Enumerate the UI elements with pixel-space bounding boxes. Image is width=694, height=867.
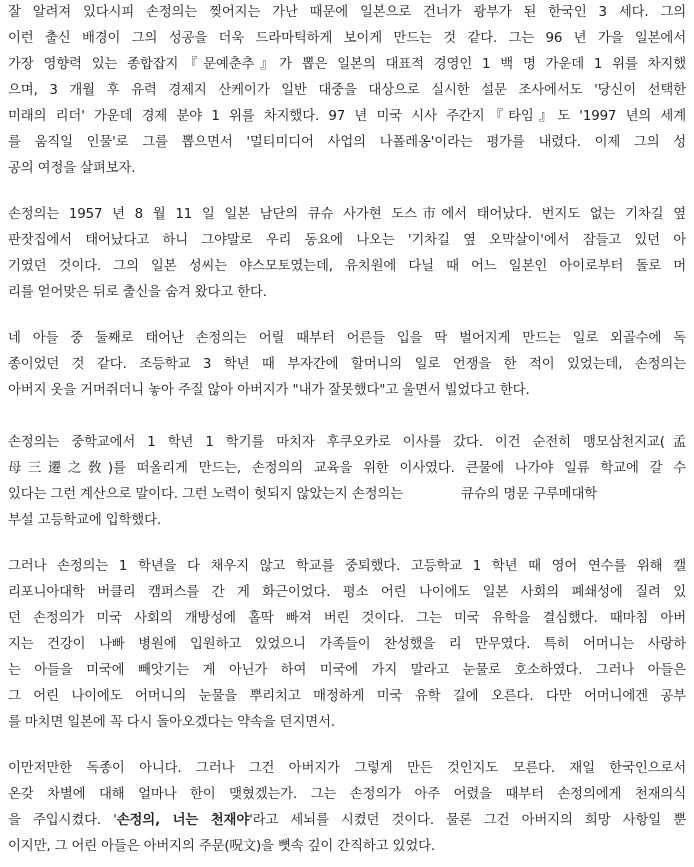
paragraph-1-line-2: 이런 출신 배경이 그의 성공을 더욱 드라마틱하게 보이게 만드는 것 같다. 그는 96 년 가을 일본에서 [8,31,686,46]
paragraph-6-line-3-start: 을 주입시켰다. ' [8,813,117,828]
paragraph-5-line-5: 는 아들을 미국에 빼앗기는 게 아닌가 하여 미국에 가지 말라고 눈물로 호소하였다. 그러나 아들은 [8,663,686,678]
paragraph-4-line-3 [8,482,686,508]
paragraph-5-line-2: 리포니아대학 버클리 캠퍼스를 간 게 화근이었다. 평소 어린 나이에도 일본 사회의 폐쇄성에 질려 있 [8,585,686,600]
paragraph-3-line-3: 아버지 옷을 거머쥐더니 놓아 주질 않아 아버지가 "내가 잘못했다"고 울면서 빌었다고 한다. [8,383,530,398]
paragraph-5-line-6: 그 어린 나이에도 어머니의 눈물을 뿌리치고 매정하게 미국 유학 길에 오른다. 다만 어머니에겐 공부 [8,689,686,704]
paragraph-1-line-6: 를 움직일 인물'로 그를 뽑으면서 '멀티미디어 사업의 나폴레옹'이라는 평가를 내렸다. 이제 그의 성 [8,135,686,150]
paragraph-1-line-5: 미래의 리더' 가운데 경제 분야 1 위를 차지했다. 97 년 미국 시사 주간지『타임』도 '1997 년의 세계 [8,109,686,124]
paragraph-3-line-2: 종이었던 것 같다. 조등학교 3 학년 때 부자간에 할머니의 일로 언쟁을 한 적이 있었는데, 손정의는 [8,357,686,372]
paragraph-2-line-4: 리를 얻어맞은 뒤로 출신을 숨겨 왔다고 한다. [8,285,267,300]
paragraph-4-line-3-end: 큐슈의 명문 구루메대학 [460,487,598,502]
paragraph-6-line-2: 온갖 차별에 대해 얼마나 한이 맺혔겠는가. 그는 손정의가 아주 어렸을 때부터 손정의에게 천재의식 [8,787,686,802]
paragraph-1-line-1: 잘 알려져 있다시피 손정의는 찢어지는 가난 때문에 일본으로 건너가 광부가 된 한국인 3 세다. 그의 [8,5,686,20]
paragraph-4-line-2: 母三遷之敎)를 떠올리게 만드는, 손정의의 교육을 위한 이사였다. 큰물에 나가야 일류 학교에 갈 수 [8,461,686,476]
paragraph-4-line-4: 부설 고등학교에 입학했다. [8,513,161,528]
paragraph-5-line-3: 던 손정의가 미국 사회의 개방성에 홀딱 빠져 버린 것이다. 그는 미국 유학을 결심했다. 때마침 아버 [8,611,686,626]
paragraph-2-line-2: 판잣집에서 태어났다고 하니 그야말로 우리 동요에 나오는 '기차길 옆 오막살이'에서 잠들고 있던 아 [8,233,686,248]
paragraph-2-line-3: 기였던 것이다. 그의 일본 성씨는 야스모토였는데, 유치원에 다닐 때 어느 일본인 아이로부터 돌로 머 [8,259,686,274]
emphasis-quote: 손정의, 너는 천재야 [116,813,250,828]
paragraph-6-line-4: 이지만, 그 어린 아들은 아버지의 주문(呪文)을 뼛속 깊이 간직하고 있었다. [8,839,436,854]
paragraph-6-line-3-end: '라고 세뇌를 시켰던 것이다. 물론 그건 아버지의 희망 사항일 뿐 [249,813,686,828]
paragraph-1-line-4: 으며, 3 개월 후 유력 경제지 산케이가 일반 대중을 대상으로 실시한 설문 조사에서도 '당신이 선택한 [8,83,686,98]
paragraph-4-line-3-start: 있다는 그런 계산으로 말이다. 그런 노력이 헛되지 않았는지 손정의는 [8,487,403,502]
paragraph-5-line-4: 지는 건강이 나빠 병원에 입원하고 있었으니 가족들이 찬성했을 리 만무였다. 특히 어머니는 사랑하 [8,637,686,652]
paragraph-5-line-1: 그러나 손정의는 1 학년을 다 채우지 않고 학교를 중퇴했다. 고등학교 1 학년 때 영어 연수를 위해 캘 [8,559,686,574]
paragraph-1-line-3: 가장 영향력 있는 종합잡지『문예춘추』가 뽑은 일본의 대표적 경영인 1 백 명 가운데 1 위를 차지했 [8,57,686,72]
paragraph-6-line-3 [8,808,686,834]
paragraph-3-line-1: 네 아들 중 둘째로 태어난 손정의는 어릴 때부터 어른들 입을 딱 벌어지게 만드는 일로 외골수에 독 [8,331,686,346]
paragraph-1-line-7: 공의 여정을 살펴보자. [8,161,136,176]
paragraph-4-line-1: 손정의는 중학교에서 1 학년 1 학기를 마치자 후쿠오카로 이사를 갔다. 이건 순전히 맹모삼천지교(孟 [8,435,686,450]
paragraph-2-line-1: 손정의는 1957 년 8 월 11 일 일본 남단의 큐슈 사가현 도스市에서 태어났다. 번지도 없는 기차길 옆 [8,207,686,222]
paragraph-5-line-7: 를 마치면 일본에 꼭 다시 돌아오겠다는 약속을 던지면서. [8,715,335,730]
paragraph-6-line-1: 이만저만한 독종이 아니다. 그러나 그건 아버지가 그렇게 만든 것인지도 모른다. 재일 한국인으로서 [8,761,686,776]
